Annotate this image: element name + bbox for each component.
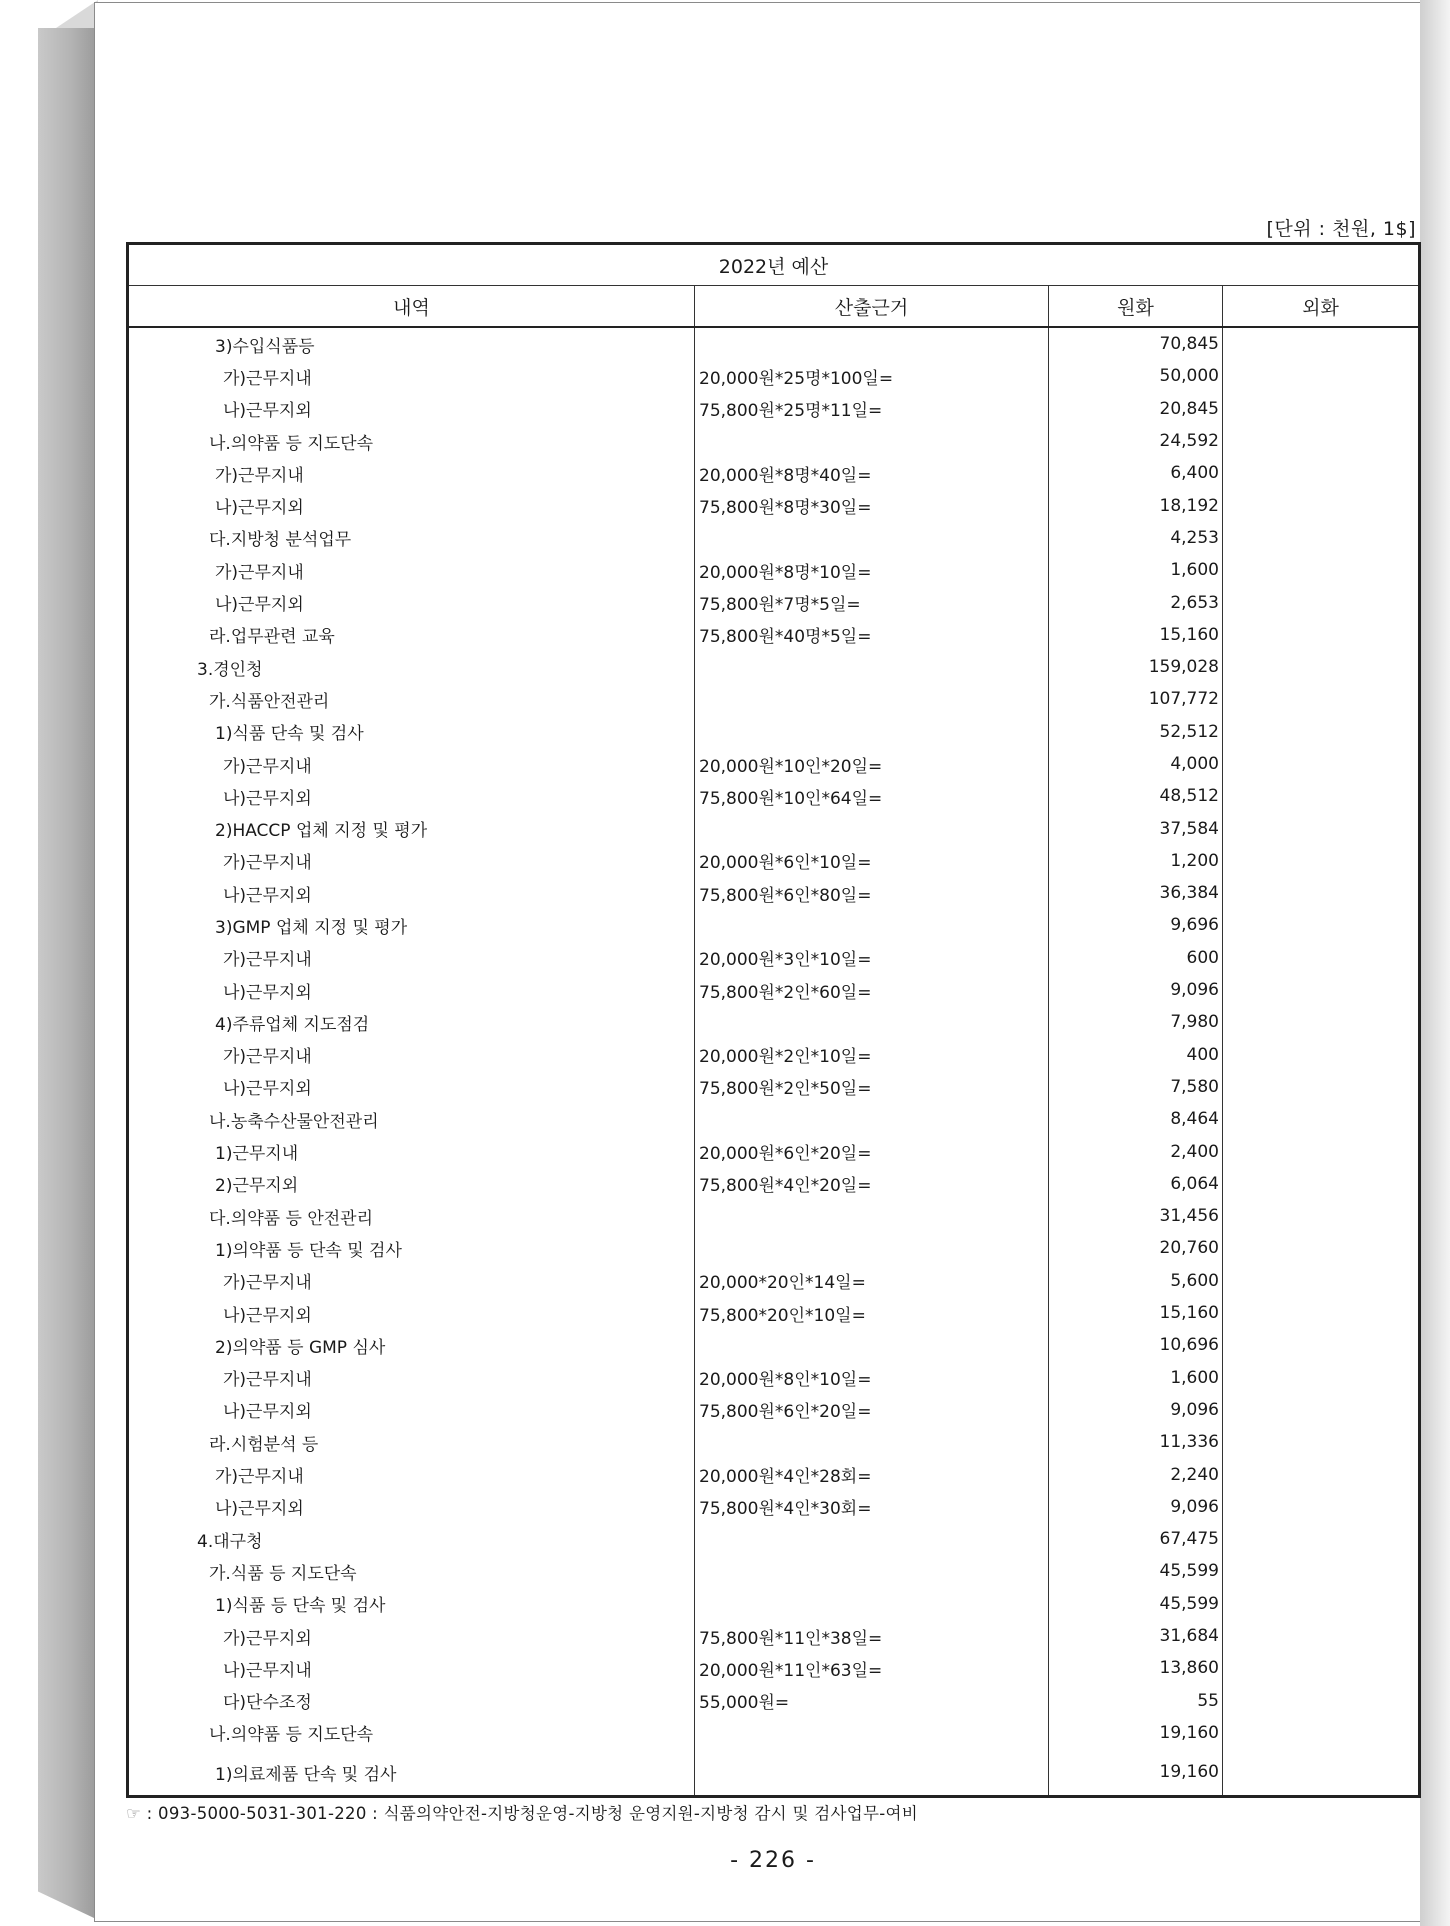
table-row xyxy=(128,748,1420,780)
column-header-basis: 산출근거 xyxy=(695,286,1049,328)
row-krw: 45,599 xyxy=(1049,1555,1223,1587)
row-fx xyxy=(1223,780,1420,812)
table-row xyxy=(128,1135,1420,1167)
row-item: 가)근무지내 xyxy=(128,457,695,489)
row-krw: 19,160 xyxy=(1049,1717,1223,1749)
row-krw: 6,064 xyxy=(1049,1168,1223,1200)
row-fx xyxy=(1223,1362,1420,1394)
row-basis: 75,800*20인*10일= xyxy=(695,1297,1049,1329)
row-krw: 31,684 xyxy=(1049,1620,1223,1652)
row-basis: 20,000원*2인*10일= xyxy=(695,1039,1049,1071)
row-basis: 75,800원*6인*80일= xyxy=(695,877,1049,909)
row-fx xyxy=(1223,1620,1420,1652)
row-fx xyxy=(1223,522,1420,554)
row-krw: 7,580 xyxy=(1049,1071,1223,1103)
table-row xyxy=(128,1555,1420,1587)
row-fx xyxy=(1223,1329,1420,1361)
table-row xyxy=(128,586,1420,618)
row-krw: 19,160 xyxy=(1049,1749,1223,1797)
row-item: 가)근무지내 xyxy=(128,360,695,392)
row-fx xyxy=(1223,1006,1420,1038)
row-fx xyxy=(1223,748,1420,780)
row-item: 나)근무지외 xyxy=(128,1071,695,1103)
row-krw: 600 xyxy=(1049,942,1223,974)
row-item: 2)근무지외 xyxy=(128,1168,695,1200)
row-krw: 24,592 xyxy=(1049,425,1223,457)
row-fx xyxy=(1223,393,1420,425)
table-row xyxy=(128,457,1420,489)
table-row xyxy=(128,780,1420,812)
table-row xyxy=(128,1329,1420,1361)
row-fx xyxy=(1223,1232,1420,1264)
table-row xyxy=(128,1652,1420,1684)
table-row xyxy=(128,360,1420,392)
row-item: 나)근무지외 xyxy=(128,877,695,909)
row-basis xyxy=(695,716,1049,748)
row-basis: 20,000원*10인*20일= xyxy=(695,748,1049,780)
row-basis: 20,000원*8명*40일= xyxy=(695,457,1049,489)
row-krw: 31,456 xyxy=(1049,1200,1223,1232)
row-krw: 4,000 xyxy=(1049,748,1223,780)
row-fx xyxy=(1223,651,1420,683)
row-basis xyxy=(695,1588,1049,1620)
row-item: 나)근무지외 xyxy=(128,974,695,1006)
row-fx xyxy=(1223,716,1420,748)
table-row xyxy=(128,1362,1420,1394)
table-row xyxy=(128,651,1420,683)
row-fx xyxy=(1223,1523,1420,1555)
row-basis xyxy=(695,327,1049,360)
table-row xyxy=(128,554,1420,586)
row-krw: 107,772 xyxy=(1049,683,1223,715)
column-header-krw: 원화 xyxy=(1049,286,1223,328)
table-row xyxy=(128,1006,1420,1038)
row-item: 가)근무지내 xyxy=(128,1039,695,1071)
table-row xyxy=(128,1232,1420,1264)
row-fx xyxy=(1223,845,1420,877)
table-row xyxy=(128,1588,1420,1620)
row-item: 1)의료제품 단속 및 검사 xyxy=(128,1749,695,1797)
row-krw: 67,475 xyxy=(1049,1523,1223,1555)
footnote-text: : 093-5000-5031-301-220 : 식품의약안전-지방청운영-지방청 운영지원-지방청 감시 및 검사업무-여비 xyxy=(146,1804,918,1823)
row-basis: 20,000원*6인*20일= xyxy=(695,1135,1049,1167)
row-fx xyxy=(1223,1555,1420,1587)
row-krw: 10,696 xyxy=(1049,1329,1223,1361)
row-item: 나)근무지외 xyxy=(128,1394,695,1426)
table-row xyxy=(128,974,1420,1006)
table-row xyxy=(128,1200,1420,1232)
row-krw: 7,980 xyxy=(1049,1006,1223,1038)
row-krw: 37,584 xyxy=(1049,812,1223,844)
row-item: 2)HACCP 업체 지정 및 평가 xyxy=(128,812,695,844)
row-krw: 2,400 xyxy=(1049,1135,1223,1167)
row-fx xyxy=(1223,1200,1420,1232)
row-krw: 50,000 xyxy=(1049,360,1223,392)
row-krw: 55 xyxy=(1049,1684,1223,1716)
row-krw: 400 xyxy=(1049,1039,1223,1071)
row-fx xyxy=(1223,327,1420,360)
row-fx xyxy=(1223,586,1420,618)
table-row xyxy=(128,489,1420,521)
row-krw: 5,600 xyxy=(1049,1265,1223,1297)
row-basis xyxy=(695,683,1049,715)
row-fx xyxy=(1223,1491,1420,1523)
row-basis xyxy=(695,1232,1049,1264)
row-fx xyxy=(1223,1684,1420,1716)
table-row xyxy=(128,1491,1420,1523)
column-header-fx: 외화 xyxy=(1223,286,1420,328)
table-row xyxy=(128,1620,1420,1652)
row-item: 다.지방청 분석업무 xyxy=(128,522,695,554)
row-item: 다.의약품 등 안전관리 xyxy=(128,1200,695,1232)
row-fx xyxy=(1223,1394,1420,1426)
row-item: 가)근무지내 xyxy=(128,554,695,586)
row-fx xyxy=(1223,877,1420,909)
row-krw: 2,240 xyxy=(1049,1458,1223,1490)
row-basis: 75,800원*2인*50일= xyxy=(695,1071,1049,1103)
row-fx xyxy=(1223,909,1420,941)
row-basis xyxy=(695,1006,1049,1038)
table-row xyxy=(128,1717,1420,1749)
row-basis xyxy=(695,909,1049,941)
row-item: 3)GMP 업체 지정 및 평가 xyxy=(128,909,695,941)
row-fx xyxy=(1223,1652,1420,1684)
table-body xyxy=(128,327,1420,1797)
row-basis: 75,800원*40명*5일= xyxy=(695,619,1049,651)
row-basis: 20,000원*8명*10일= xyxy=(695,554,1049,586)
table-row xyxy=(128,522,1420,554)
table-row xyxy=(128,1523,1420,1555)
table-row xyxy=(128,327,1420,360)
row-basis: 75,800원*8명*30일= xyxy=(695,489,1049,521)
table-row xyxy=(128,1297,1420,1329)
table-row xyxy=(128,716,1420,748)
row-basis: 75,800원*2인*60일= xyxy=(695,974,1049,1006)
row-basis xyxy=(695,1426,1049,1458)
row-fx xyxy=(1223,1588,1420,1620)
row-fx xyxy=(1223,1071,1420,1103)
row-krw: 8,464 xyxy=(1049,1103,1223,1135)
row-fx xyxy=(1223,1426,1420,1458)
row-fx xyxy=(1223,360,1420,392)
row-basis: 20,000원*4인*28회= xyxy=(695,1458,1049,1490)
row-item: 3)수입식품등 xyxy=(128,327,695,360)
row-fx xyxy=(1223,1103,1420,1135)
row-basis xyxy=(695,1717,1049,1749)
row-fx xyxy=(1223,1168,1420,1200)
table-row xyxy=(128,683,1420,715)
row-fx xyxy=(1223,1749,1420,1797)
row-item: 나)근무지외 xyxy=(128,1491,695,1523)
row-item: 라.업무관련 교육 xyxy=(128,619,695,651)
row-item: 나)근무지내 xyxy=(128,1652,695,1684)
table-row xyxy=(128,1426,1420,1458)
row-krw: 1,600 xyxy=(1049,554,1223,586)
row-krw: 15,160 xyxy=(1049,619,1223,651)
table-row xyxy=(128,1039,1420,1071)
row-basis: 20,000원*3인*10일= xyxy=(695,942,1049,974)
row-item: 나.의약품 등 지도단속 xyxy=(128,1717,695,1749)
row-krw: 9,096 xyxy=(1049,974,1223,1006)
row-basis: 75,800원*11인*38일= xyxy=(695,1620,1049,1652)
row-basis xyxy=(695,651,1049,683)
page-number: - 226 - xyxy=(730,1848,816,1873)
row-basis: 20,000원*6인*10일= xyxy=(695,845,1049,877)
row-krw: 20,760 xyxy=(1049,1232,1223,1264)
pointing-hand-icon: ☞ xyxy=(126,1804,142,1823)
column-header-item: 내역 xyxy=(128,286,695,328)
row-krw: 1,200 xyxy=(1049,845,1223,877)
row-item: 가)근무지내 xyxy=(128,1265,695,1297)
row-basis: 20,000원*25명*100일= xyxy=(695,360,1049,392)
row-basis: 20,000*20인*14일= xyxy=(695,1265,1049,1297)
table-row xyxy=(128,1071,1420,1103)
row-fx xyxy=(1223,1717,1420,1749)
table-row xyxy=(128,1749,1420,1797)
table-row xyxy=(128,1265,1420,1297)
budget-table xyxy=(126,242,1421,1798)
row-item: 나.농축수산물안전관리 xyxy=(128,1103,695,1135)
row-krw: 159,028 xyxy=(1049,651,1223,683)
table-row xyxy=(128,1394,1420,1426)
row-item: 1)의약품 등 단속 및 검사 xyxy=(128,1232,695,1264)
row-item: 나)근무지외 xyxy=(128,489,695,521)
row-basis: 75,800원*4인*30회= xyxy=(695,1491,1049,1523)
row-krw: 36,384 xyxy=(1049,877,1223,909)
row-basis: 55,000원= xyxy=(695,1684,1049,1716)
row-basis xyxy=(695,425,1049,457)
row-basis xyxy=(695,1523,1049,1555)
row-item: 라.시험분석 등 xyxy=(128,1426,695,1458)
row-krw: 18,192 xyxy=(1049,489,1223,521)
row-fx xyxy=(1223,489,1420,521)
row-item: 가.식품안전관리 xyxy=(128,683,695,715)
row-basis: 75,800원*6인*20일= xyxy=(695,1394,1049,1426)
row-krw: 9,096 xyxy=(1049,1394,1223,1426)
row-item: 가)근무지외 xyxy=(128,1620,695,1652)
row-item: 1)근무지내 xyxy=(128,1135,695,1167)
row-fx xyxy=(1223,1265,1420,1297)
row-item: 가)근무지내 xyxy=(128,845,695,877)
row-item: 나)근무지외 xyxy=(128,780,695,812)
row-fx xyxy=(1223,942,1420,974)
page-edge-shadow xyxy=(1420,0,1450,1926)
row-basis xyxy=(695,1200,1049,1232)
row-krw: 52,512 xyxy=(1049,716,1223,748)
row-basis: 75,800원*10인*64일= xyxy=(695,780,1049,812)
row-fx xyxy=(1223,812,1420,844)
row-krw: 48,512 xyxy=(1049,780,1223,812)
row-fx xyxy=(1223,974,1420,1006)
row-krw: 70,845 xyxy=(1049,327,1223,360)
row-item: 가)근무지내 xyxy=(128,1458,695,1490)
book-binding xyxy=(38,28,94,1918)
row-fx xyxy=(1223,683,1420,715)
row-basis xyxy=(695,1749,1049,1797)
unit-note: [단위 : 천원, 1$] xyxy=(1266,218,1416,240)
row-item: 나)근무지외 xyxy=(128,393,695,425)
table-row xyxy=(128,393,1420,425)
row-item: 가)근무지내 xyxy=(128,1362,695,1394)
row-item: 나)근무지외 xyxy=(128,586,695,618)
row-krw: 9,696 xyxy=(1049,909,1223,941)
row-item: 4)주류업체 지도점검 xyxy=(128,1006,695,1038)
row-item: 2)의약품 등 GMP 심사 xyxy=(128,1329,695,1361)
table-row xyxy=(128,877,1420,909)
table-row xyxy=(128,942,1420,974)
row-basis: 20,000원*11인*63일= xyxy=(695,1652,1049,1684)
row-basis: 75,800원*4인*20일= xyxy=(695,1168,1049,1200)
row-item: 나)근무지외 xyxy=(128,1297,695,1329)
row-fx xyxy=(1223,1297,1420,1329)
row-krw: 45,599 xyxy=(1049,1588,1223,1620)
row-item: 다)단수조정 xyxy=(128,1684,695,1716)
row-basis xyxy=(695,1555,1049,1587)
row-basis xyxy=(695,812,1049,844)
row-krw: 9,096 xyxy=(1049,1491,1223,1523)
row-item: 가.식품 등 지도단속 xyxy=(128,1555,695,1587)
row-basis xyxy=(695,1103,1049,1135)
row-krw: 1,600 xyxy=(1049,1362,1223,1394)
row-item: 1)식품 등 단속 및 검사 xyxy=(128,1588,695,1620)
table-row xyxy=(128,1458,1420,1490)
row-krw: 15,160 xyxy=(1049,1297,1223,1329)
table-row xyxy=(128,1103,1420,1135)
year-header: 2022년 예산 xyxy=(128,244,1420,286)
row-basis xyxy=(695,522,1049,554)
row-basis: 75,800원*25명*11일= xyxy=(695,393,1049,425)
row-fx xyxy=(1223,619,1420,651)
row-fx xyxy=(1223,1135,1420,1167)
row-krw: 13,860 xyxy=(1049,1652,1223,1684)
table-row xyxy=(128,1168,1420,1200)
row-krw: 11,336 xyxy=(1049,1426,1223,1458)
row-fx xyxy=(1223,554,1420,586)
table-row xyxy=(128,619,1420,651)
row-fx xyxy=(1223,457,1420,489)
row-krw: 4,253 xyxy=(1049,522,1223,554)
row-basis: 20,000원*8인*10일= xyxy=(695,1362,1049,1394)
table-row xyxy=(128,909,1420,941)
table-row xyxy=(128,845,1420,877)
table-row xyxy=(128,425,1420,457)
row-item: 나.의약품 등 지도단속 xyxy=(128,425,695,457)
row-basis xyxy=(695,1329,1049,1361)
row-item: 가)근무지내 xyxy=(128,748,695,780)
row-basis: 75,800원*7명*5일= xyxy=(695,586,1049,618)
table-row xyxy=(128,1684,1420,1716)
row-item: 1)식품 단속 및 검사 xyxy=(128,716,695,748)
row-krw: 20,845 xyxy=(1049,393,1223,425)
row-fx xyxy=(1223,1039,1420,1071)
table-row xyxy=(128,812,1420,844)
row-item: 가)근무지내 xyxy=(128,942,695,974)
row-krw: 2,653 xyxy=(1049,586,1223,618)
row-item: 3.경인청 xyxy=(128,651,695,683)
row-fx xyxy=(1223,425,1420,457)
row-item: 4.대구청 xyxy=(128,1523,695,1555)
row-krw: 6,400 xyxy=(1049,457,1223,489)
footnote xyxy=(126,1800,918,1824)
row-fx xyxy=(1223,1458,1420,1490)
